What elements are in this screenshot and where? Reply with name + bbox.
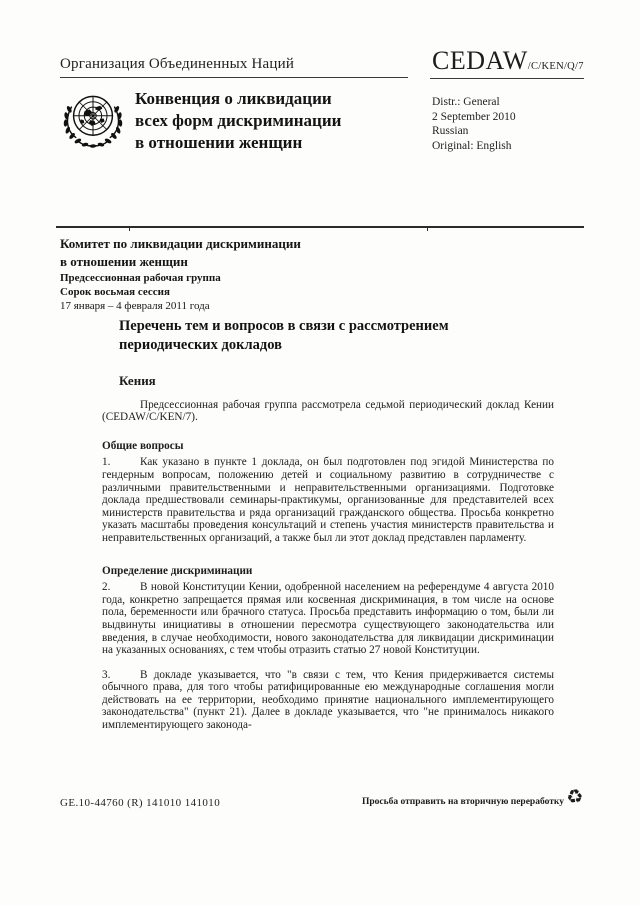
header-divider-tick <box>129 226 130 231</box>
paragraph-2 <box>102 581 554 657</box>
intro-paragraph: Предсессионная рабочая группа рассмотрела седьмой периодический доклад Кении (CEDAW/C/KEN/7). <box>102 398 554 424</box>
paragraph-number: 2. <box>102 581 111 594</box>
working-group: Предсессионная рабочая группа <box>60 272 221 284</box>
session-number: Сорок восьмая сессия <box>60 286 170 298</box>
document-symbol-main: CEDAW <box>432 46 528 75</box>
document-symbol-suffix: /C/KEN/Q/7 <box>527 61 584 72</box>
paragraph-text: Как указано в пункте 1 доклада, он был подготовлен под эгидой Министерства по гендерным вопросам, положению детей и социальному развитию в сотрудничестве с различными правительственными и неправительственными организациями. Подготовке доклада предшествовали семинары-практикумы, организованные для представителей всех министерств правительства и ряда организаций гражданского общества. Просьба конкретно указать масштабы проведения консультаций и степень участия министерств правительства и неправительственных организаций, а также был ли этот доклад представлен парламенту. <box>102 456 554 544</box>
distr-type: Distr.: General <box>432 96 500 108</box>
paragraph-1 <box>102 456 554 544</box>
document-symbol <box>432 46 584 76</box>
un-emblem-icon <box>57 84 129 162</box>
un-organization-name: Организация Объединенных Наций <box>60 56 295 72</box>
header-divider-tick <box>427 226 428 231</box>
convention-title-line: Конвенция о ликвидации <box>135 89 332 108</box>
committee-name-line1: Комитет по ликвидации дискриминации <box>60 236 301 251</box>
convention-title-line: всех форм дискриминации <box>135 111 342 130</box>
paragraph-number: 3. <box>102 668 111 681</box>
session-dates: 17 января – 4 февраля 2011 года <box>60 300 210 312</box>
paragraph-text: В докладе указывается, что "в связи с тем, что Кения придерживается системы обычного права, для того чтобы ратифицированные ею международные соглашения могли действовать на ее территории, необходимо принятие национального имплементирующего законодательства" (пункт 21). Далее в докладе указывается, что "не принималось никакого имплементирующего законода- <box>102 668 554 732</box>
paragraph-number: 1. <box>102 456 111 469</box>
document-body <box>102 375 554 732</box>
section-heading-general: Общие вопросы <box>102 439 184 452</box>
distr-date: 2 September 2010 <box>432 110 516 123</box>
distr-language: Russian <box>432 125 469 137</box>
header-rule-right <box>430 78 584 79</box>
convention-title <box>135 88 341 154</box>
convention-title-line: в отношении женщин <box>135 133 303 152</box>
header-divider <box>56 226 584 228</box>
distr-original: Original: English <box>432 139 512 152</box>
document-title: Перечень тем и вопросов в связи с рассмотрением периодических докладов <box>119 318 449 353</box>
distribution-block <box>432 95 516 153</box>
paragraph-text: В новой Конституции Кении, одобренной населением на референдуме 4 августа 2010 года, конкретно запрещается прямая или косвенная дискриминация, в том числе на основе пола, беременности или брачного статуса. Просьба представить информацию о том, были ли выдвинуты инициативы в отношении пересмотра существующего законодательства или введения, в случае необходимости, нового законодательства для ликвидации дискриминации на указанных основаниях, с тем чтобы отразить статью 27 новой Конституции. <box>102 581 554 657</box>
paragraph-3 <box>102 669 554 732</box>
committee-block <box>60 235 301 313</box>
recycle-icon: ♻ <box>564 784 585 810</box>
recycle-note-text: Просьба отправить на вторичную переработку <box>361 796 564 807</box>
country-heading: Кения <box>119 373 156 388</box>
header-rule-left <box>60 77 408 78</box>
section-heading-definition: Определение дискриминации <box>102 564 253 577</box>
footer-recycle-note <box>361 784 585 811</box>
footer-reference-number: GE.10-44760 (R) 141010 141010 <box>60 797 221 809</box>
committee-name-line2: в отношении женщин <box>60 253 188 269</box>
